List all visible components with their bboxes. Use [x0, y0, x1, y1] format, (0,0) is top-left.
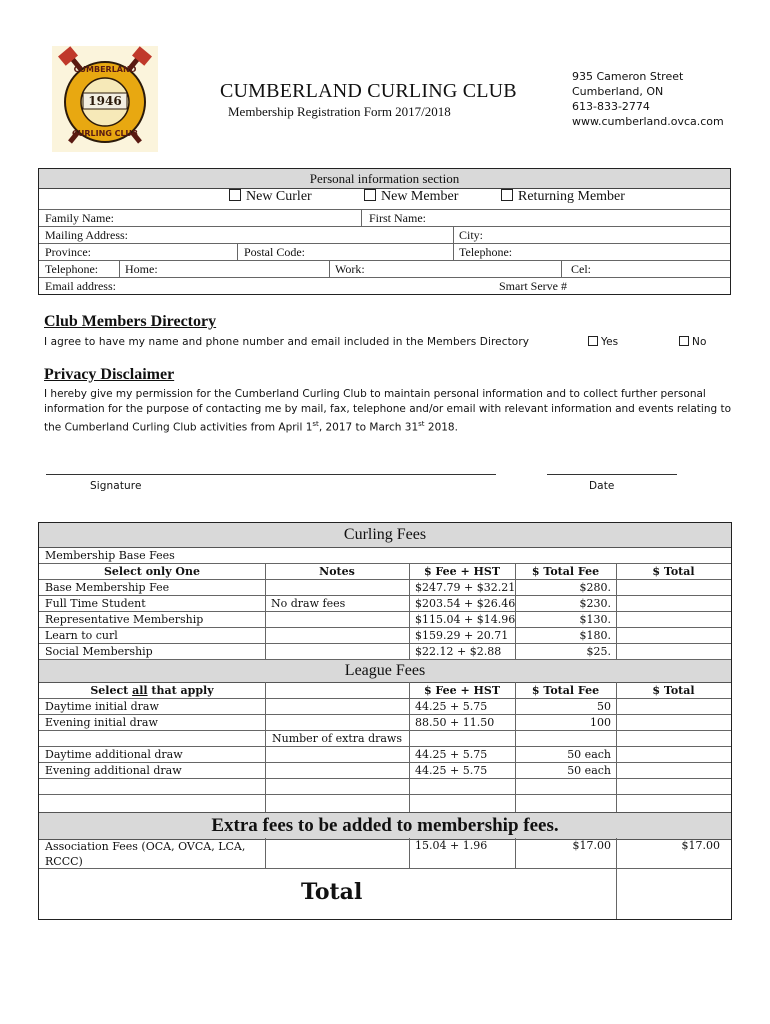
grand-total-field[interactable] [617, 869, 731, 919]
postal-code-field[interactable]: Postal Code: [244, 245, 306, 259]
fee-total: $130. [579, 613, 611, 626]
club-title: CUMBERLAND CURLING CLUB [220, 80, 517, 102]
fee-total: $180. [579, 629, 611, 642]
league-total-fee: 100 [590, 716, 611, 729]
province-field[interactable]: Province: [45, 245, 91, 259]
league-fee-hst-header: $ Fee + HST [423, 684, 501, 697]
fee-hst: $203.54 + $26.46 [415, 597, 516, 610]
fee-notes: No draw fees [271, 597, 346, 610]
fee-hst: $247.79 + $32.21 [415, 581, 516, 594]
address-website: www.cumberland.ovca.com [572, 115, 724, 128]
city-field[interactable]: City: [459, 228, 484, 242]
league-total-fee: 50 each [567, 764, 611, 777]
fee-name: Full Time Student [45, 597, 146, 610]
home-phone-field[interactable]: Home: [125, 262, 158, 276]
association-fees-label: Association Fees (OCA, OVCA, LCA, RCCC) [45, 840, 246, 868]
address-phone: 613-833-2774 [572, 100, 650, 113]
league-fees-title: League Fees [39, 660, 731, 683]
superscript: st [418, 420, 425, 428]
privacy-text-part: I hereby give my permission for the Cumberland Curling Club to maintain personal information and to collect further personal information for the purpose of contacting me by mail, fax, telephone and/or email with relevant information and events relating to the Cumberland Curling Club activities from April 1 [44, 388, 732, 434]
league-name: Evening additional draw [45, 764, 182, 777]
fee-hst-header: $ Fee + HST [423, 565, 501, 578]
no-label: No [692, 336, 707, 348]
directory-no-option[interactable] [679, 336, 706, 348]
fee-total: $230. [579, 597, 611, 610]
membership-base-label: Membership Base Fees [45, 549, 175, 562]
new-curler-label: New Curler [246, 189, 312, 204]
checkbox-icon[interactable] [501, 189, 513, 201]
league-fee: 88.50 + 11.50 [415, 716, 495, 729]
first-name-field[interactable]: First Name: [369, 211, 426, 225]
select-one-header: Select only One [103, 565, 201, 578]
fee-hst: $115.04 + $14.96 [415, 613, 516, 626]
league-total-fee: 50 [597, 700, 611, 713]
fee-name: Base Membership Fee [45, 581, 170, 594]
select-all-text: that apply [147, 684, 214, 697]
total-fee-header: $ Total Fee [531, 565, 600, 578]
signature-label: Signature [90, 480, 142, 492]
yes-label: Yes [601, 336, 619, 348]
work-phone-field[interactable]: Work: [335, 262, 365, 276]
league-name: Daytime additional draw [45, 748, 183, 761]
new-member-option[interactable] [364, 189, 458, 205]
new-member-label: New Member [381, 189, 459, 204]
form-subtitle: Membership Registration Form 2017/2018 [228, 104, 451, 119]
personal-info-title: Personal information section [39, 169, 730, 189]
privacy-text-part: , 2017 to March 31 [318, 421, 419, 434]
checkbox-icon[interactable] [588, 336, 598, 346]
league-total-header: $ Total [652, 684, 695, 697]
fee-hst: $22.12 + $2.88 [415, 645, 502, 658]
league-fee: 44.25 + 5.75 [415, 700, 488, 713]
smart-serve-field[interactable]: Smart Serve # [499, 279, 567, 293]
association-total-fee: $17.00 [572, 839, 611, 852]
logo-top-text: CUMBERLAND [73, 65, 137, 74]
family-name-field[interactable]: Family Name: [45, 211, 114, 225]
checkbox-icon[interactable] [229, 189, 241, 201]
personal-info-section [38, 168, 731, 295]
privacy-text [44, 387, 734, 436]
signature-line[interactable] [46, 474, 496, 475]
league-name: Evening initial draw [45, 716, 158, 729]
directory-title: Club Members Directory [44, 313, 217, 330]
total-header: $ Total [652, 565, 695, 578]
mailing-address-field[interactable]: Mailing Address: [45, 228, 128, 242]
club-address [572, 69, 724, 129]
club-logo [52, 46, 158, 152]
address-city: Cumberland, ON [572, 85, 664, 98]
select-all-header [45, 684, 259, 697]
fee-name: Learn to curl [45, 629, 118, 642]
extra-draws-label: Number of extra draws [271, 732, 402, 745]
fee-total: $280. [579, 581, 611, 594]
logo-bottom-text: CURLING CLUB [72, 129, 138, 138]
league-fee: 44.25 + 5.75 [415, 764, 488, 777]
league-name: Daytime initial draw [45, 700, 159, 713]
fees-table [38, 522, 732, 920]
address-street: 935 Cameron Street [572, 70, 684, 83]
fee-name: Social Membership [45, 645, 153, 658]
cel-phone-field[interactable]: Cel: [571, 262, 591, 276]
directory-yes-option[interactable] [588, 336, 618, 348]
fee-hst: $159.29 + 20.71 [415, 629, 509, 642]
grand-total-label: Total [301, 879, 363, 905]
privacy-title: Privacy Disclaimer [44, 366, 175, 383]
league-total-fee: 50 each [567, 748, 611, 761]
telephone-label: Telephone: [45, 262, 99, 276]
league-fee: 44.25 + 5.75 [415, 748, 488, 761]
association-fee-hst: 15.04 + 1.96 [415, 839, 488, 852]
checkbox-icon[interactable] [679, 336, 689, 346]
curling-fees-title: Curling Fees [39, 523, 731, 548]
returning-member-label: Returning Member [518, 189, 625, 204]
notes-header: Notes [319, 565, 355, 578]
privacy-text-part: 2018. [424, 421, 458, 434]
superscript: st [312, 420, 319, 428]
directory-consent-text: I agree to have my name and phone number and email included in the Members Directory [44, 336, 530, 348]
select-all-text: Select [90, 684, 133, 697]
fee-name: Representative Membership [45, 613, 204, 626]
email-field[interactable]: Email address: [45, 279, 116, 293]
telephone-right-field[interactable]: Telephone: [459, 245, 513, 259]
date-label: Date [589, 480, 615, 492]
extra-fees-title: Extra fees to be added to membership fees. [39, 812, 731, 840]
league-total-fee-header: $ Total Fee [531, 684, 600, 697]
association-total: $17.00 [681, 839, 720, 852]
checkbox-icon[interactable] [364, 189, 376, 201]
new-curler-option[interactable] [229, 189, 312, 205]
fee-total: $25. [586, 645, 611, 658]
logo-year: 1946 [88, 94, 122, 108]
date-line[interactable] [547, 474, 677, 475]
select-all-underlined: all [132, 684, 148, 697]
returning-member-option[interactable] [501, 189, 625, 205]
